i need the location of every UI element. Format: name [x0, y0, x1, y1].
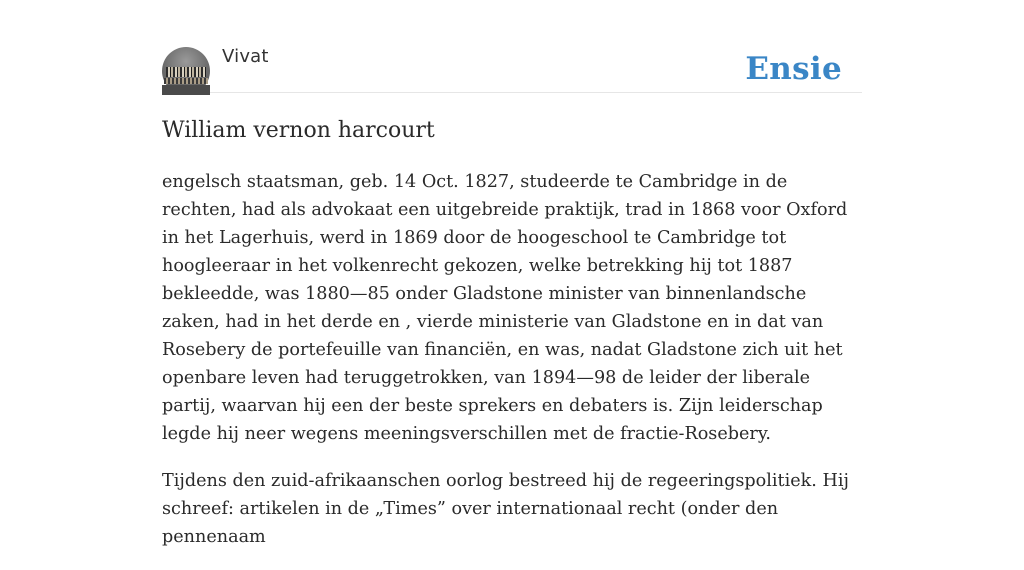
page-header [162, 0, 862, 93]
article-body [162, 168, 862, 570]
author-name[interactable]: Vivat [222, 46, 269, 67]
avatar-shadow [162, 85, 210, 95]
page-container [162, 0, 862, 547]
article-paragraph-1: engelsch staatsman, geb. 14 Oct. 1827, studeerde te Cambridge in de rechten, had als advokaat een uitgebreide praktijk, trad in 1868 voor Oxford in het Lagerhuis, werd in 1869 door de hoogeschool te Cambridge tot hoogleeraar in het volkenrecht gekozen, welke betrekking hij tot 1887 bekleedde, was 1880—85 onder Gladstone minister van binnenlandsche zaken, had in het derde en , vierde ministerie van Gladstone en in dat van Rosebery de portefeuille van financiën, en was, nadat Gladstone zich uit het openbare leven had teruggetrokken, van 1894—98 de leider der liberale partij, waarvan hij een der beste sprekers en debaters is. Zijn leiderschap legde hij neer wegens meeningsverschillen met de fractie-Rosebery. [162, 172, 848, 444]
author-avatar[interactable] [162, 47, 210, 95]
article-paragraph-2: Tijdens den zuid-afrikaanschen oorlog bestreed hij de regeeringspolitiek. Hij schreef: artikelen in de „Times” over internationaal recht (onder den pennenaam [162, 471, 849, 547]
brand-logo[interactable]: Ensie [745, 51, 842, 87]
avatar-bookshelf-lower [164, 78, 208, 84]
avatar-bookshelf-image [166, 67, 206, 77]
article-title: William vernon harcourt [162, 118, 435, 143]
